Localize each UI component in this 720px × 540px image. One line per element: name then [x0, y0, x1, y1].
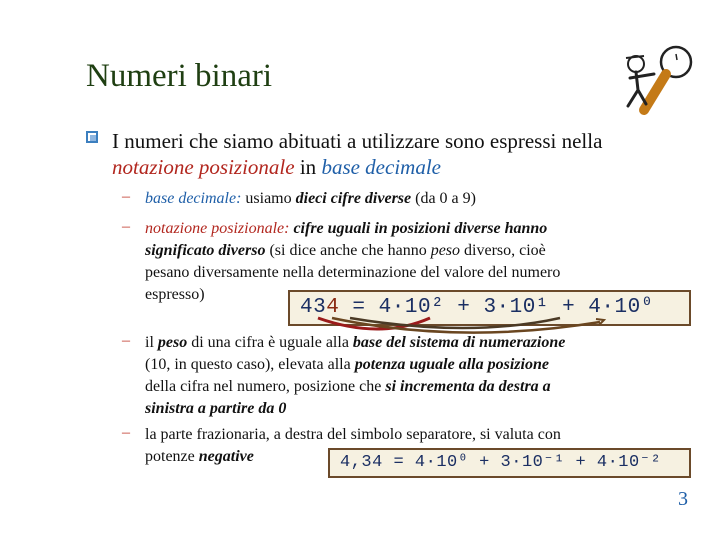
- page-number: 3: [678, 488, 688, 510]
- dash-4: –: [122, 424, 130, 441]
- dash-3: –: [122, 332, 130, 349]
- emphasis: dieci cifre diverse: [295, 190, 412, 207]
- emphasis: cifre uguali in posizioni diverse hanno: [289, 220, 548, 237]
- dash-1: –: [122, 188, 130, 205]
- main-line-2: [112, 154, 712, 180]
- sub-item-peso: [145, 332, 705, 420]
- formula-fraction: 4,34 = 4·10⁰ + 3·10⁻¹ + 4·10⁻²: [328, 448, 691, 478]
- peso-word: peso: [157, 334, 188, 351]
- slide-title: Numeri binari: [86, 58, 273, 94]
- main-bullet: [112, 128, 712, 180]
- digit: 4: [300, 296, 314, 319]
- emphasis: si incrementa da destra a: [385, 378, 551, 395]
- text: (da 0 a 9): [411, 190, 476, 207]
- text: espresso): [145, 286, 205, 303]
- text: diverso, cioè: [460, 242, 546, 259]
- emphasis: base del sistema di numerazione: [352, 334, 566, 351]
- base-decimale-term: base decimale: [321, 155, 441, 179]
- detective-figure-icon: [614, 44, 694, 124]
- formula-integer: [288, 290, 691, 326]
- bullet-square-icon: [86, 131, 98, 143]
- emphasis: potenza uguale alla posizione: [354, 356, 549, 373]
- digit: 4: [326, 296, 340, 319]
- emphasis: sinistra a partire da 0: [145, 400, 287, 417]
- dash-2: –: [122, 218, 130, 235]
- term: base decimale:: [145, 190, 242, 207]
- text: (10, in questo caso), elevata alla: [145, 356, 355, 373]
- text: usiamo: [241, 190, 296, 207]
- text: della cifra nel numero, posizione che: [145, 378, 386, 395]
- text: di una cifra è uguale alla: [187, 334, 353, 351]
- in-word: in: [294, 155, 322, 179]
- sub-item-base-decimale: [145, 188, 705, 210]
- term: notazione posizionale:: [145, 220, 290, 237]
- emphasis: negative: [198, 448, 254, 465]
- digit: 3: [313, 296, 327, 319]
- text: (si dice anche che hanno: [265, 242, 431, 259]
- text: potenze: [145, 448, 199, 465]
- formula-rest: = 4·10² + 3·10¹ + 4·10⁰: [339, 296, 654, 319]
- main-line-1: I numeri che siamo abituati a utilizzare sono espressi nella: [112, 129, 603, 153]
- text: pesano diversamente nella determinazione del valore del numero: [145, 264, 561, 281]
- notazione-posizionale-term: notazione posizionale: [112, 155, 295, 179]
- text: la parte frazionaria, a destra del simbolo separatore, si valuta con: [145, 426, 561, 443]
- text: il: [145, 334, 158, 351]
- peso-word: peso: [430, 242, 461, 259]
- emphasis: significato diverso: [145, 242, 266, 259]
